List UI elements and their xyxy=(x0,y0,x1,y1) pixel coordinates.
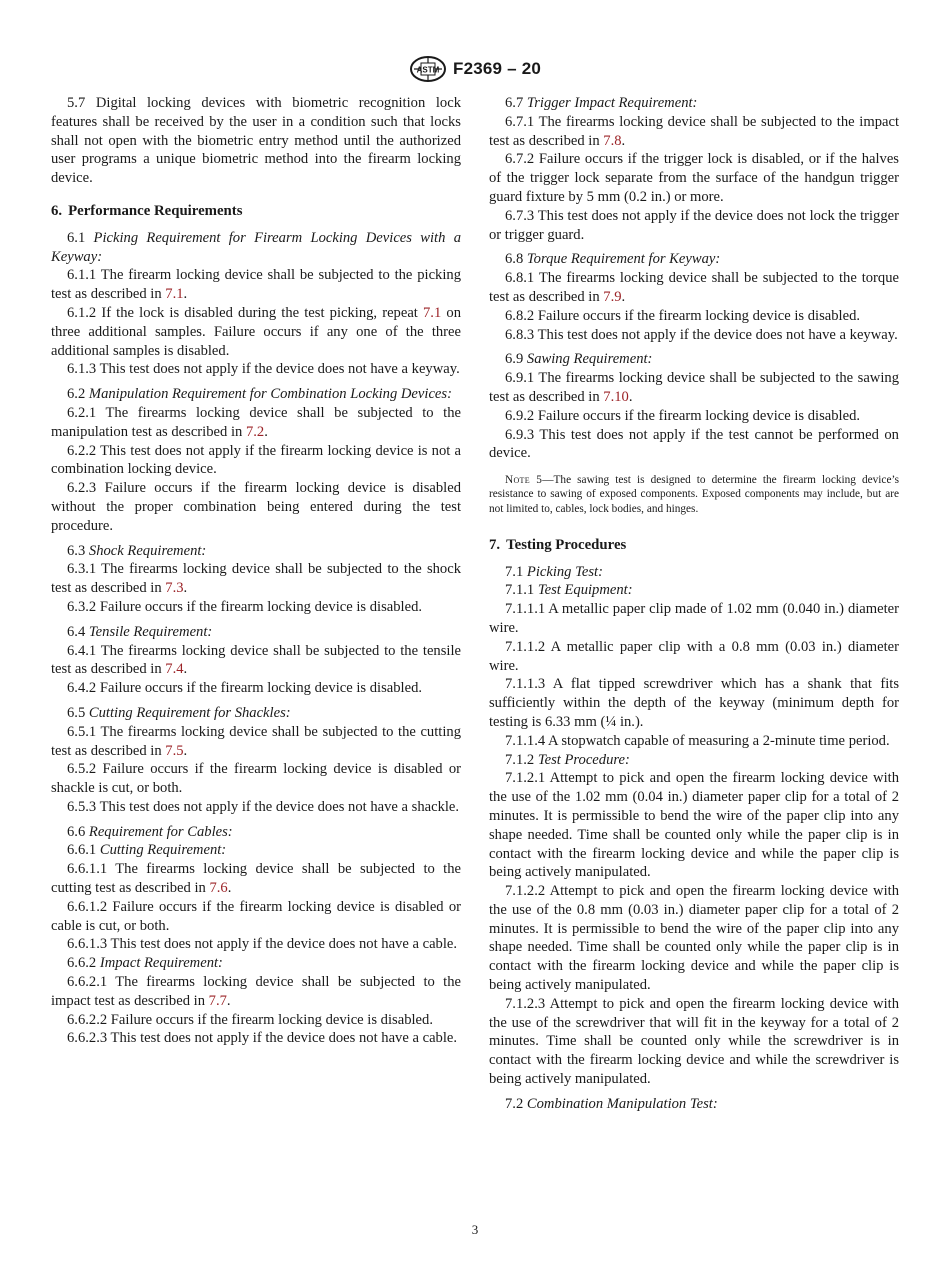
section-6-8-3: 6.8.3 This test does not apply if the device does not have a keyway. xyxy=(505,326,898,343)
section-7-heading: 7. Testing Procedures xyxy=(489,536,627,553)
section-7-1-2-3: 7.1.2.3 Attempt to pick and open the firearm locking device with the use of the screwdriver that will fit in the keyway for a total of 2 minutes. Time shall be counted only while the screwdriver is in contact with the firearm locking device and while the screwdriver is being actively manipulated. xyxy=(489,995,900,1088)
section-6-8-1: 6.8.1 The firearms locking device shall be subjected to the torque test as described in 7.9. xyxy=(489,270,899,305)
section-6-9: 6.9 Sawing Requirement: xyxy=(505,351,653,368)
section-6-7-1: 6.7.1 The firearms locking device shall be subjected to the impact test as described in 7.8. xyxy=(489,113,900,149)
section-6-3: 6.3 Shock Requirement: xyxy=(67,542,207,559)
ref-link[interactable]: 7.1 xyxy=(165,286,184,303)
ref-link[interactable]: 7.6 xyxy=(209,880,228,897)
section-6-1: 6.1 Picking Requirement for Firearm Locking Devices with a Keyway: xyxy=(51,229,461,265)
section-6-6-2-1: 6.6.2.1 The firearms locking device shall be subjected to the impact test as described in 7.7. xyxy=(51,974,461,1009)
section-6-2-2: 6.2.2 This test does not apply if the firearm locking device is not a combination locking device. xyxy=(51,442,462,478)
ref-link[interactable]: 7.10 xyxy=(603,388,629,405)
section-6-9-2: 6.9.2 Failure occurs if the firearm locking device is disabled. xyxy=(505,407,861,424)
section-7-1-1-4: 7.1.1.4 A stopwatch capable of measuring a 2-minute time period. xyxy=(505,732,890,749)
section-6-7-2: 6.7.2 Failure occurs if the trigger lock is disabled, or if the halves of the trigger lock separate from the surface of the handgun trigger guard fixture by 5 mm (0.2 in.) or more. xyxy=(489,151,899,205)
section-7-1-2-1: 7.1.2.1 Attempt to pick and open the firearm locking device with the use of the 1.02 mm (0.04 in.) diameter paper clip for a total of 2 minutes. It is permissible to bend the wire of the paper clip into any shape needed. Time shall be counted only while the paper clip is in contact with the firearm locking device and while the paper clip is being actively manipulated. xyxy=(489,770,900,881)
ref-link[interactable]: 7.2 xyxy=(245,423,265,440)
section-6-5-2: 6.5.2 Failure occurs if the firearm locking device is disabled or shackle is cut, or both. xyxy=(51,761,462,797)
section-7-1-1-1: 7.1.1.1 A metallic paper clip made of 1.02 mm (0.040 in.) diameter wire. xyxy=(489,601,899,636)
section-6-5-3: 6.5.3 This test does not apply if the device does not have a shackle. xyxy=(67,798,460,815)
section-6-6-1-2: 6.6.1.2 Failure occurs if the firearm locking device is disabled or cable is cut, or both. xyxy=(51,898,462,934)
section-6-2: 6.2 Manipulation Requirement for Combination Locking Devices: xyxy=(67,386,452,403)
section-6-6-2: 6.6.2 Impact Requirement: xyxy=(67,955,223,972)
page-header xyxy=(0,54,950,84)
section-6-3-2: 6.3.2 Failure occurs if the firearm locking device is disabled. xyxy=(67,598,423,615)
ref-link[interactable]: 7.5 xyxy=(165,742,184,759)
ref-link[interactable]: 7.9 xyxy=(603,288,622,305)
section-6-6-1-1: 6.6.1.1 The firearms locking device shall be subjected to the cutting test as described in 7.6. xyxy=(51,861,461,897)
section-6-1-3: 6.1.3 This test does not apply if the device does not have a keyway. xyxy=(67,361,460,378)
section-6-heading: 6. Performance Requirements xyxy=(51,202,243,219)
section-6-1-2: 6.1.2 If the lock is disabled during the test picking, repeat 7.1 on three additional samples. Failure occurs if any one of the three additional samples is disabled. xyxy=(51,304,461,359)
section-6-3-1: 6.3.1 The firearms locking device shall be subjected to the shock test as described in 7.3. xyxy=(51,561,461,597)
ref-link[interactable]: 7.1 xyxy=(423,304,442,321)
section-6-7: 6.7 Trigger Impact Requirement: xyxy=(505,95,698,111)
section-6-4-1: 6.4.1 The firearms locking device shall be subjected to the tensile test as described in 7.4. xyxy=(51,642,461,678)
section-6-9-1: 6.9.1 The firearms locking device shall be subjected to the sawing test as described in 7.10. xyxy=(489,370,899,405)
section-7-2: 7.2 Combination Manipulation Test: xyxy=(505,1095,718,1112)
section-6-2-1: 6.2.1 The firearms locking device shall be subjected to the manipulation test as described in 7.2. xyxy=(51,404,461,440)
section-7-1: 7.1 Picking Test: xyxy=(505,563,603,580)
note-5: Note 5—The sawing test is designed to determine the firearm locking device’s resistance to sawing of exposed components. Exposed components may include, but are not limited to, cables, lock bodies, and hinges. xyxy=(489,474,899,515)
right-column xyxy=(489,94,899,1114)
section-6-6: 6.6 Requirement for Cables: xyxy=(67,823,233,840)
section-6-6-2-3: 6.6.2.3 This test does not apply if the device does not have a cable. xyxy=(67,1030,458,1047)
section-6-6-1: 6.6.1 Cutting Requirement: xyxy=(67,842,227,859)
astm-logo xyxy=(409,55,447,83)
section-5-7: 5.7 Digital locking devices with biometric recognition lock features shall be received by the user in a condition such that locks shall not open with the biometric entry method until the authorized user programs a unique biometric method into the firearm locking device. xyxy=(51,95,461,187)
section-6-1-1: 6.1.1 The firearm locking device shall be subjected to the picking test as described in 7.1. xyxy=(51,267,461,303)
ref-link[interactable]: 7.7 xyxy=(208,992,227,1009)
section-7-1-1: 7.1.1 Test Equipment: xyxy=(505,582,633,599)
section-6-6-2-2: 6.6.2.2 Failure occurs if the firearm locking device is disabled. xyxy=(67,1011,433,1028)
section-6-8-2: 6.8.2 Failure occurs if the firearm locking device is disabled. xyxy=(505,307,861,324)
section-6-4: 6.4 Tensile Requirement: xyxy=(67,623,213,640)
ref-link[interactable]: 7.8 xyxy=(603,132,622,149)
section-6-5: 6.5 Cutting Requirement for Shackles: xyxy=(67,704,291,721)
page-number: 3 xyxy=(471,1222,479,1237)
svg-text:ASTM: ASTM xyxy=(416,65,440,75)
section-7-1-1-3: 7.1.1.3 A flat tipped screwdriver which has a shank that fits sufficiently within the depth of the keyway (minimum depth for testing is 6.33 mm (¼ in.). xyxy=(489,676,900,730)
section-6-4-2: 6.4.2 Failure occurs if the firearm locking device is disabled. xyxy=(67,680,423,697)
section-6-7-3: 6.7.3 This test does not apply if the device does not lock the trigger or trigger guard. xyxy=(489,207,899,243)
section-6-8: 6.8 Torque Requirement for Keyway: xyxy=(505,251,721,268)
section-7-1-2-2: 7.1.2.2 Attempt to pick and open the firearm locking device with the use of the 0.8 mm (0.03 in.) diameter paper clip for a total of 2 minutes. It is permissible to bend the wire of the paper clip into any shape needed. Time shall be counted only while the paper clip is in contact with the firearm locking device and while the paper clip is being actively manipulated. xyxy=(489,883,900,994)
section-6-5-1: 6.5.1 The firearms locking device shall be subjected to the cutting test as described in 7.5. xyxy=(51,723,461,759)
document-designation: F2369 – 20 xyxy=(452,59,541,78)
section-7-1-1-2: 7.1.1.2 A metallic paper clip with a 0.8 mm (0.03 in.) diameter wire. xyxy=(489,638,899,674)
section-6-2-3: 6.2.3 Failure occurs if the firearm locking device is disabled without the proper combination being entered during the test procedure. xyxy=(51,480,461,534)
section-6-6-1-3: 6.6.1.3 This test does not apply if the device does not have a cable. xyxy=(67,936,458,953)
section-7-1-2: 7.1.2 Test Procedure: xyxy=(505,751,630,768)
ref-link[interactable]: 7.4 xyxy=(165,661,184,678)
ref-link[interactable]: 7.3 xyxy=(165,580,184,597)
section-6-9-3: 6.9.3 This test does not apply if the test cannot be performed on device. xyxy=(489,426,899,462)
left-column xyxy=(51,94,461,1048)
